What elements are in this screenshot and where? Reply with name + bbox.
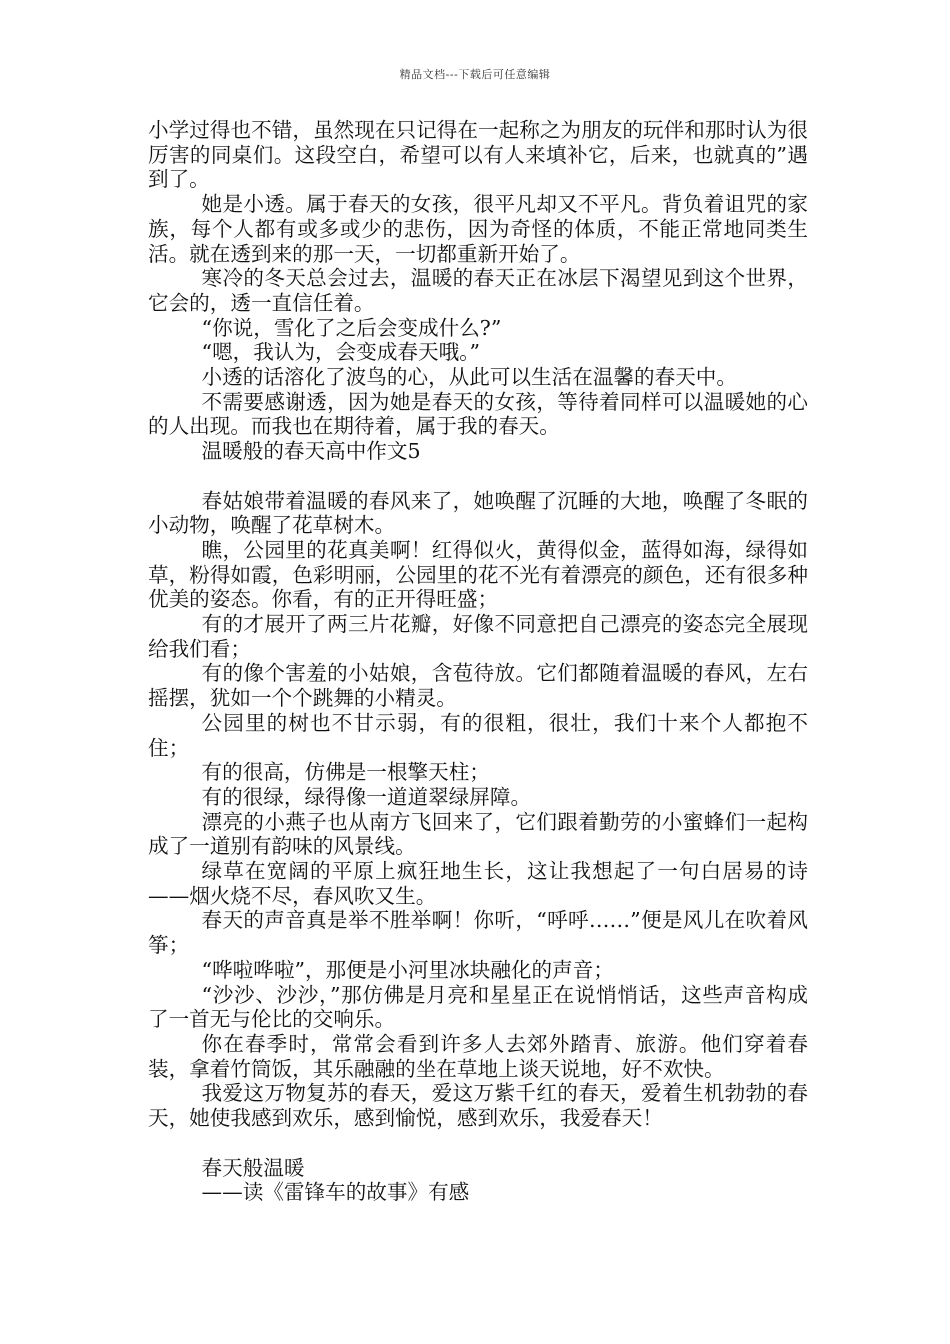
page-header: 精品文档---下载后可任意编辑 — [399, 68, 551, 81]
paragraph: 春天般温暖 — [201, 1155, 305, 1180]
paragraph: 有的很绿，绿得像一道道翠绿屏障。 — [201, 784, 532, 809]
paragraph: 有的像个害羞的小姑娘，含苞待放。它们都随着温暖的春风，左右摇摆，犹如一个个跳舞的小精灵。 — [148, 661, 808, 711]
paragraph: 我爱这万物复苏的春天，爱这万紫千红的春天，爱着生机勃勃的春天，她使我感到欢乐，感到愉悦，感到欢乐，我爱春天！ — [148, 1081, 808, 1131]
paragraph: “你说，雪化了之后会变成什么?” — [201, 315, 502, 340]
paragraph: ——读《雷锋车的故事》有感 — [201, 1180, 470, 1205]
blank-line — [148, 464, 808, 489]
paragraph: “沙沙、沙沙，”那仿佛是月亮和星星正在说悄悄话，这些声音构成了一首无与伦比的交响乐。 — [148, 982, 808, 1032]
paragraph: 小透的话溶化了波鸟的心，从此可以生活在温馨的春天中。 — [201, 365, 737, 390]
paragraph: 温暖般的春天高中作文5 — [201, 439, 421, 464]
paragraph: 瞧，公园里的花真美啊！红得似火，黄得似金，蓝得如海，绿得如草，粉得如霞，色彩明丽，公园里的花不光有着漂亮的颜色，还有很多种优美的姿态。你看，有的正开得旺盛； — [148, 537, 808, 612]
paragraph: 春姑娘带着温暖的春风来了，她唤醒了沉睡的大地，唤醒了冬眠的小动物，唤醒了花草树木。 — [148, 488, 808, 538]
paragraph: “嗯，我认为，会变成春天哦。” — [201, 340, 481, 365]
document-body — [148, 118, 808, 1205]
paragraph: 你在春季时，常常会看到许多人去郊外踏青、旅游。他们穿着春装，拿着竹筒饭，其乐融融的坐在草地上谈天说地，好不欢快。 — [148, 1032, 808, 1081]
paragraph: 不需要感谢透，因为她是春天的女孩，等待着同样可以温暖她的心的人出现。而我也在期待着，属于我的春天。 — [148, 389, 808, 439]
paragraph: 绿草在宽阔的平原上疯狂地生长，这让我想起了一句白居易的诗——烟火烧不尽，春风吹又生。 — [148, 859, 808, 908]
paragraph: 她是小透。属于春天的女孩，很平凡却又不平凡。背负着诅咒的家族，每个人都有或多或少的悲伤，因为奇怪的体质，不能正常地同类生活。就在透到来的那一天，一切都重新开始了。 — [148, 192, 808, 266]
paragraph: 寒冷的冬天总会过去，温暖的春天正在冰层下渴望见到这个世界，它会的，透一直信任着。 — [148, 266, 808, 315]
paragraph: 春天的声音真是举不胜举啊！你听，“呼呼……”便是风儿在吹着风筝； — [148, 908, 808, 958]
paragraph: 有的很高，仿佛是一根擎天柱； — [201, 760, 490, 785]
paragraph: 有的才展开了两三片花瓣，好像不同意把自己漂亮的姿态完全展现给我们看； — [148, 612, 808, 661]
paragraph: “哗啦哗啦”，那便是小河里冰块融化的声音； — [201, 957, 614, 982]
paragraph: 漂亮的小燕子也从南方飞回来了，它们跟着勤劳的小蜜蜂们一起构成了一道别有韵味的风景线。 — [148, 809, 808, 859]
paragraph: 公园里的树也不甘示弱，有的很粗，很壮，我们十来个人都抱不住； — [148, 710, 808, 760]
blank-line — [148, 1131, 808, 1156]
paragraph: 小学过得也不错，虽然现在只记得在一起称之为朋友的玩伴和那时认为很厉害的同桌们。这段空白，希望可以有人来填补它，后来，也就真的”遇到了。 — [148, 118, 808, 192]
